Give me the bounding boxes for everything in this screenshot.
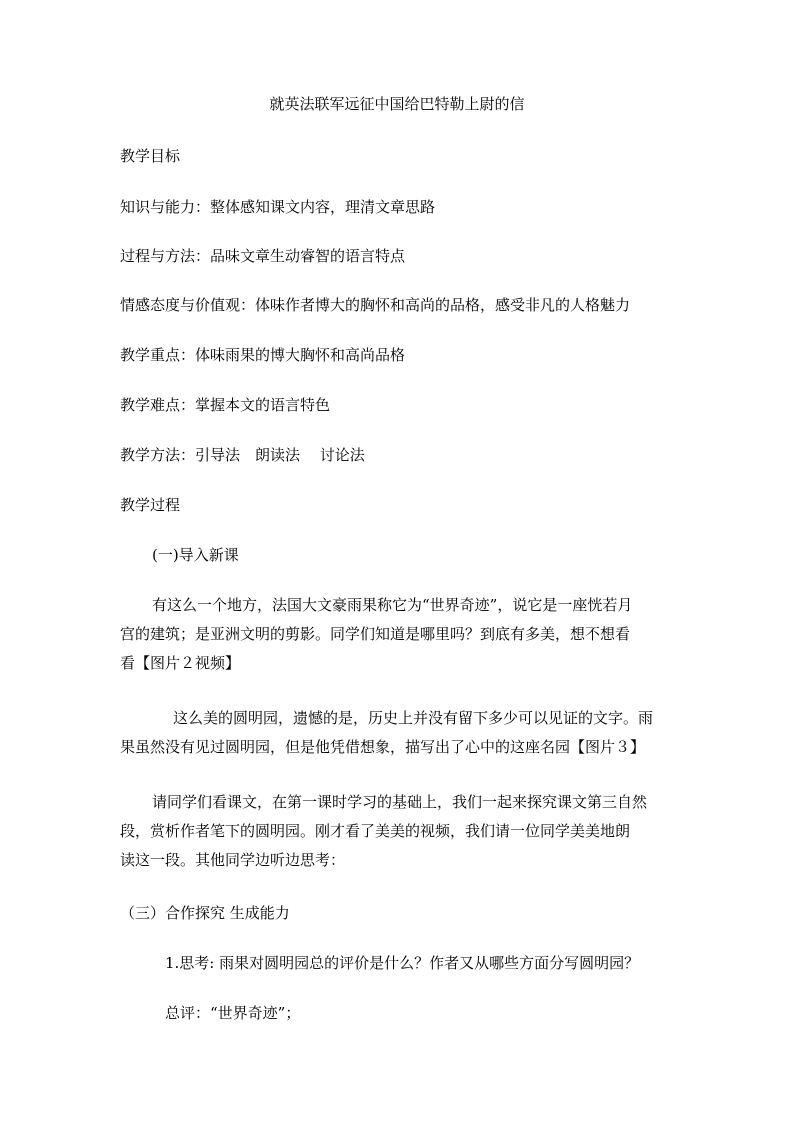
para3-line3: 读这一段。其他同学边听边思考： bbox=[120, 851, 346, 869]
difficulty: 教学难点：掌握本文的语言特色 bbox=[120, 396, 331, 414]
objectives-heading: 教学目标 bbox=[120, 147, 181, 165]
summary-line: 总评：“世界奇迹”； bbox=[165, 1004, 301, 1022]
section3-heading: （三）合作探究 生成能力 bbox=[120, 904, 290, 922]
para3-line2: 段，赏析作者笔下的圆明园。刚才看了美美的视频，我们请一位同学美美地朗 bbox=[120, 822, 631, 840]
objective-process: 过程与方法：品味文章生动睿智的语言特点 bbox=[120, 247, 406, 265]
document-title: 就英法联军远征中国给巴特勒上尉的信 bbox=[269, 95, 525, 113]
question-1: 1.思考: 雨果对圆明园总的评价是什么？作者又从哪些方面分写圆明园？ bbox=[165, 954, 640, 972]
para3-line1: 请同学们看课文，在第一课时学习的基础上，我们一起来探究课文第三自然 bbox=[152, 793, 648, 811]
objective-emotion: 情感态度与价值观：体味作者博大的胸怀和高尚的品格，感受非凡的人格魅力 bbox=[120, 296, 631, 314]
key-point: 教学重点：体味雨果的博大胸怀和高尚品格 bbox=[120, 346, 406, 364]
para2-line1: 这么美的圆明园，遗憾的是，历史上并没有留下多少可以见证的文字。雨 bbox=[173, 709, 654, 727]
section1-heading: (一)导入新课 bbox=[152, 546, 239, 564]
process-heading: 教学过程 bbox=[120, 496, 181, 514]
para1-line3: 看【图片２视频】 bbox=[120, 654, 241, 672]
para2-line2: 果虽然没有见过圆明园，但是他凭借想象，描写出了心中的这座名园【图片３】 bbox=[120, 738, 646, 756]
para1-line1: 有这么一个地方，法国大文豪雨果称它为“世界奇迹”，说它是一座恍若月 bbox=[152, 596, 633, 614]
teaching-methods: 教学方法：引导法 朗读法 讨论法 bbox=[120, 446, 365, 464]
para1-line2: 宫的建筑；是亚洲文明的剪影。同学们知道是哪里吗？到底有多美，想不想看 bbox=[120, 625, 631, 643]
objective-knowledge: 知识与能力：整体感知课文内容，理清文章思路 bbox=[120, 198, 436, 216]
